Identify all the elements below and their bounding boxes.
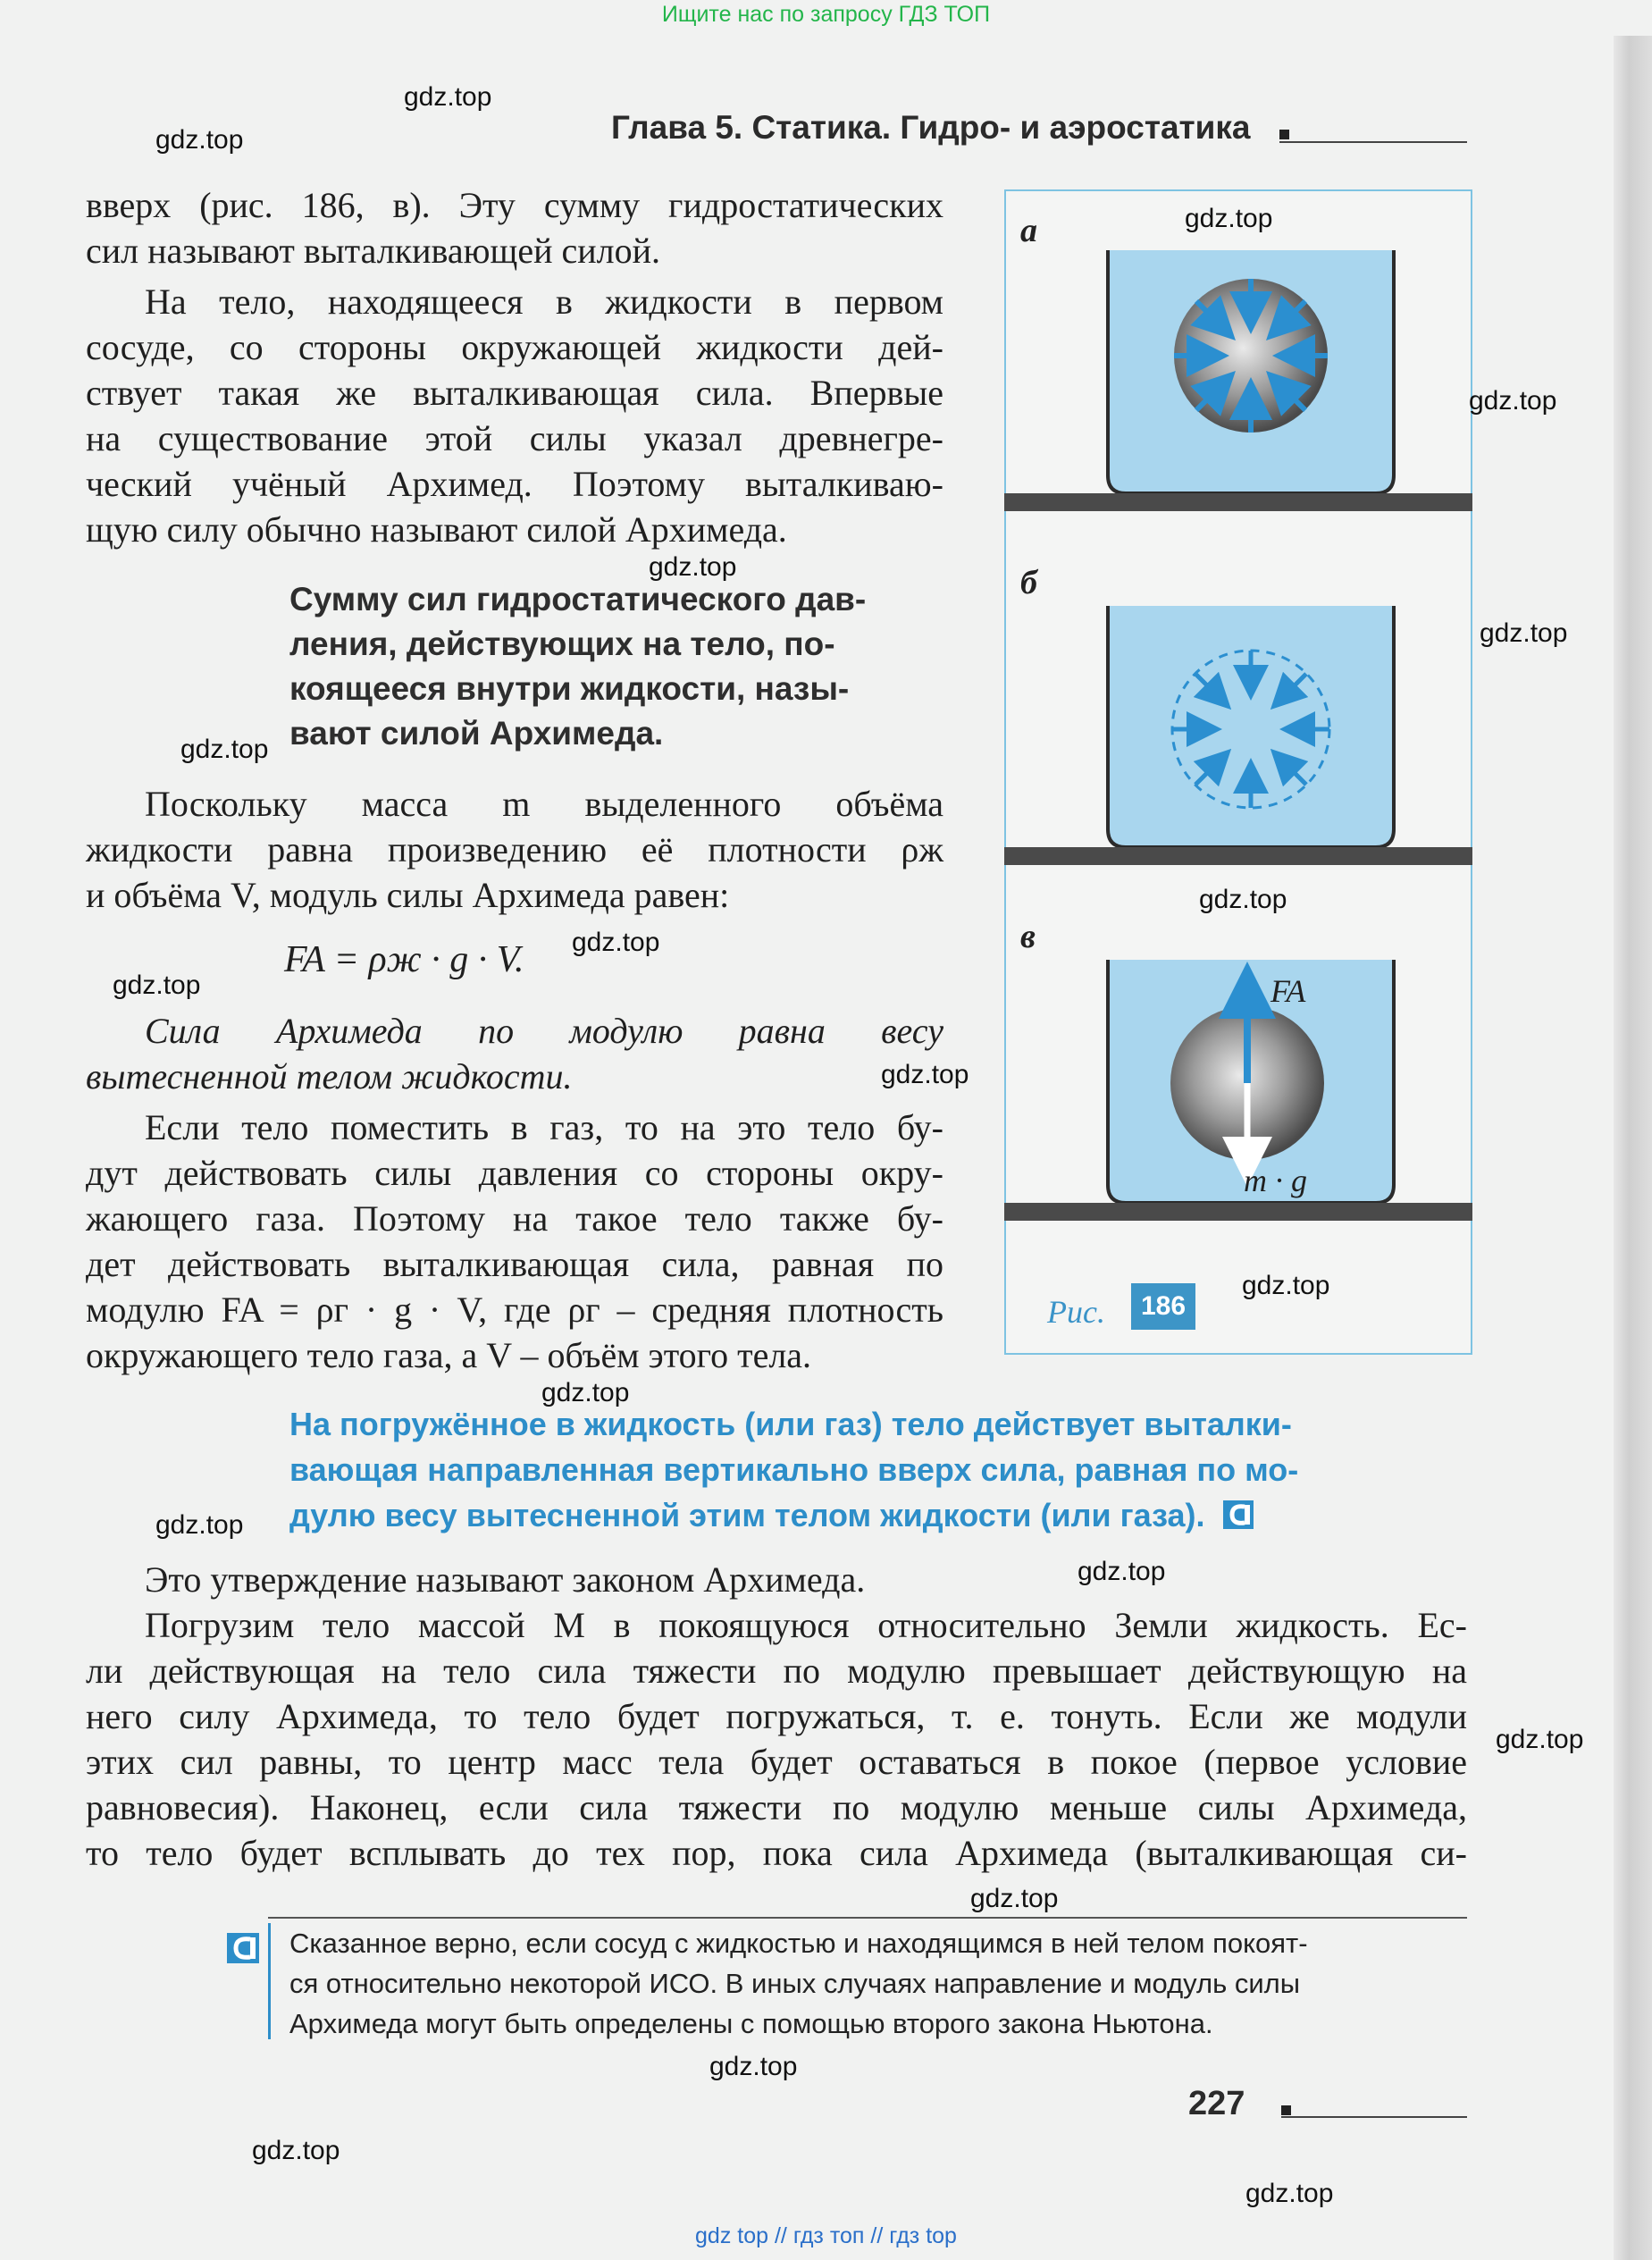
archimedes-force-label: FA — [1270, 973, 1306, 1009]
vessel-c — [1004, 960, 1472, 1221]
text-line: ствует такая же выталкивающая сила. Впервые — [86, 373, 943, 413]
table-surface-c — [1004, 1203, 1472, 1221]
law-line: На погружённое в жидкость (или газ) тело действует выталки- — [289, 1406, 1292, 1442]
text-line: На тело, находящееся в жидкости в первом — [145, 281, 943, 322]
watermark: gdz.top — [649, 552, 737, 582]
paragraph-5 — [86, 1105, 943, 1378]
watermark: gdz.top — [1469, 386, 1557, 416]
page-number-marker — [1281, 2105, 1291, 2115]
definition-line: Сумму сил гидростатического дав- — [289, 581, 867, 618]
text-line: вверх (рис. 186, в). Эту сумму гидростатических — [86, 185, 943, 225]
watermark: gdz.top — [155, 1510, 244, 1540]
chapter-header: Глава 5. Статика. Гидро- и аэростатика — [611, 109, 1251, 146]
watermark: gdz.top — [541, 1378, 630, 1407]
paragraph-7 — [86, 1602, 1467, 1876]
table-surface-a — [1004, 493, 1472, 511]
watermark: gdz.top — [1242, 1271, 1330, 1300]
text-line: дут действовать силы давления со стороны окру- — [86, 1153, 943, 1193]
figure-label-b: б — [1020, 564, 1037, 601]
definition-line: ления, действующих на тело, по- — [289, 626, 835, 662]
watermark: gdz.top — [1480, 618, 1568, 648]
vessel-a — [1004, 250, 1472, 511]
paragraph-1 — [86, 182, 943, 273]
figure-label-a: а — [1020, 212, 1037, 249]
text-line: то тело будет всплывать до тех пор, пока сила Архимеда (выталкивающая си- — [86, 1833, 1467, 1873]
text-line: сосуде, со стороны окружающей жидкости дей- — [86, 327, 943, 367]
header-marker — [1279, 130, 1289, 139]
text-line: Погрузим тело массой M в покоящуюся относительно Земли жидкость. Ес- — [145, 1605, 1467, 1645]
watermark: gdz.top — [970, 1884, 1059, 1913]
text-line: Если тело поместить в газ, то на это тело бу- — [145, 1107, 943, 1147]
watermark: gdz.top — [709, 2052, 798, 2081]
watermark: gdz.top — [1199, 885, 1287, 914]
watermark: gdz.top — [1185, 204, 1273, 233]
paragraph-2 — [86, 279, 943, 552]
figure-caption: Рис. — [1047, 1294, 1105, 1330]
watermark: gdz.top — [1496, 1725, 1584, 1754]
text-line: него силу Архимеда, то тело будет погружаться, т. е. тонуть. Если же модули — [86, 1696, 1467, 1736]
watermark: gdz.top — [1245, 2179, 1334, 2208]
header-rule — [1279, 141, 1467, 143]
text-line: дет действовать выталкивающая сила, равная по — [86, 1244, 943, 1284]
definition-line: коящееся внутри жидкости, назы- — [289, 670, 850, 707]
figure-number: 186 — [1131, 1283, 1195, 1330]
note-bar — [268, 1923, 271, 2039]
note-line: ся относительно некоторой ИСО. В иных случаях направление и модуль силы — [289, 1968, 1301, 1999]
page-number-rule — [1281, 2116, 1467, 2118]
text-line: щую силу обычно называют силой Архимеда. — [86, 509, 787, 550]
paragraph-3 — [86, 781, 943, 918]
text-line: вытесненной телом жидкости. — [86, 1056, 573, 1096]
watermark: gdz.top — [881, 1060, 969, 1089]
note-icon — [225, 1930, 261, 1966]
law-line: дулю весу вытесненной этим телом жидкости (или газа). — [289, 1497, 1205, 1533]
text-line: равновесия). Наконец, если сила тяжести по модулю меньше силы Архимеда, — [86, 1787, 1467, 1827]
watermark: gdz.top — [572, 928, 660, 957]
watermark: gdz.top — [113, 970, 201, 1000]
text-line — [86, 1557, 1467, 1602]
definition-line: вают силой Архимеда. — [289, 715, 664, 752]
text-line: Поскольку масса m выделенного объёма — [145, 784, 943, 824]
paragraph-6 — [86, 1557, 1467, 1602]
page-edge-shadow — [1614, 36, 1652, 2260]
watermark: gdz.top — [404, 82, 492, 112]
watermark: gdz.top — [1078, 1557, 1166, 1586]
text-line: жидкости равна произведению её плотности ρж — [86, 829, 943, 870]
text-line: Сила Архимеда по модулю равна весу — [145, 1011, 943, 1051]
archimedes-law — [289, 1401, 1469, 1538]
note-line: Сказанное верно, если сосуд с жидкостью и находящимся в ней телом покоят- — [289, 1928, 1308, 1959]
text-line: на существование этой силы указал древнегре- — [86, 418, 943, 458]
note-line: Архимеда могут быть определены с помощью второго закона Ньютона. — [289, 2008, 1213, 2039]
law-statement-text: Это утверждение называют законом Архимеда. — [145, 1559, 866, 1600]
figure-label-c: в — [1020, 918, 1036, 955]
bottom-banner[interactable]: gdz top // гдз топ // гдз top — [695, 2223, 957, 2248]
archimedes-formula: FA = ρж · g · V. — [284, 939, 524, 980]
text-line: модулю FA = ρг · g · V, где ρг – средняя плотность — [86, 1290, 943, 1330]
gravity-force-label: m · g — [1244, 1163, 1307, 1198]
note-reference-icon — [1221, 1498, 1255, 1532]
law-line: вающая направленная вертикально вверх сила, равная по мо- — [289, 1451, 1299, 1488]
text-line: окружающего тело газа, а V – объём этого тела. — [86, 1335, 812, 1375]
page-number: 227 — [1188, 2085, 1245, 2122]
text-line: и объёма V, модуль силы Архимеда равен: — [86, 875, 730, 915]
watermark: gdz.top — [252, 2136, 340, 2165]
definition-block — [289, 577, 942, 756]
text-line: сил называют выталкивающей силой. — [86, 231, 661, 271]
watermark: gdz.top — [180, 735, 269, 764]
top-banner[interactable]: Ищите нас по запросу ГДЗ ТОП — [661, 2, 991, 27]
figure-186-drawing — [1004, 189, 1472, 1355]
note-rule — [268, 1917, 1467, 1919]
watermark: gdz.top — [155, 125, 244, 155]
vessel-b — [1004, 606, 1472, 865]
text-line: ли действующая на тело сила тяжести по модулю превышает действующую на — [86, 1651, 1467, 1691]
text-line: жающего газа. Поэтому на такое тело также бу- — [86, 1198, 943, 1239]
paragraph-4 — [86, 1008, 943, 1099]
text-line: ческий учёный Архимед. Поэтому выталкиваю- — [86, 464, 943, 504]
table-surface-b — [1004, 847, 1472, 865]
footnote — [289, 1923, 1467, 2044]
text-line: этих сил равны, то центр масс тела будет оставаться в покое (первое условие — [86, 1742, 1467, 1782]
